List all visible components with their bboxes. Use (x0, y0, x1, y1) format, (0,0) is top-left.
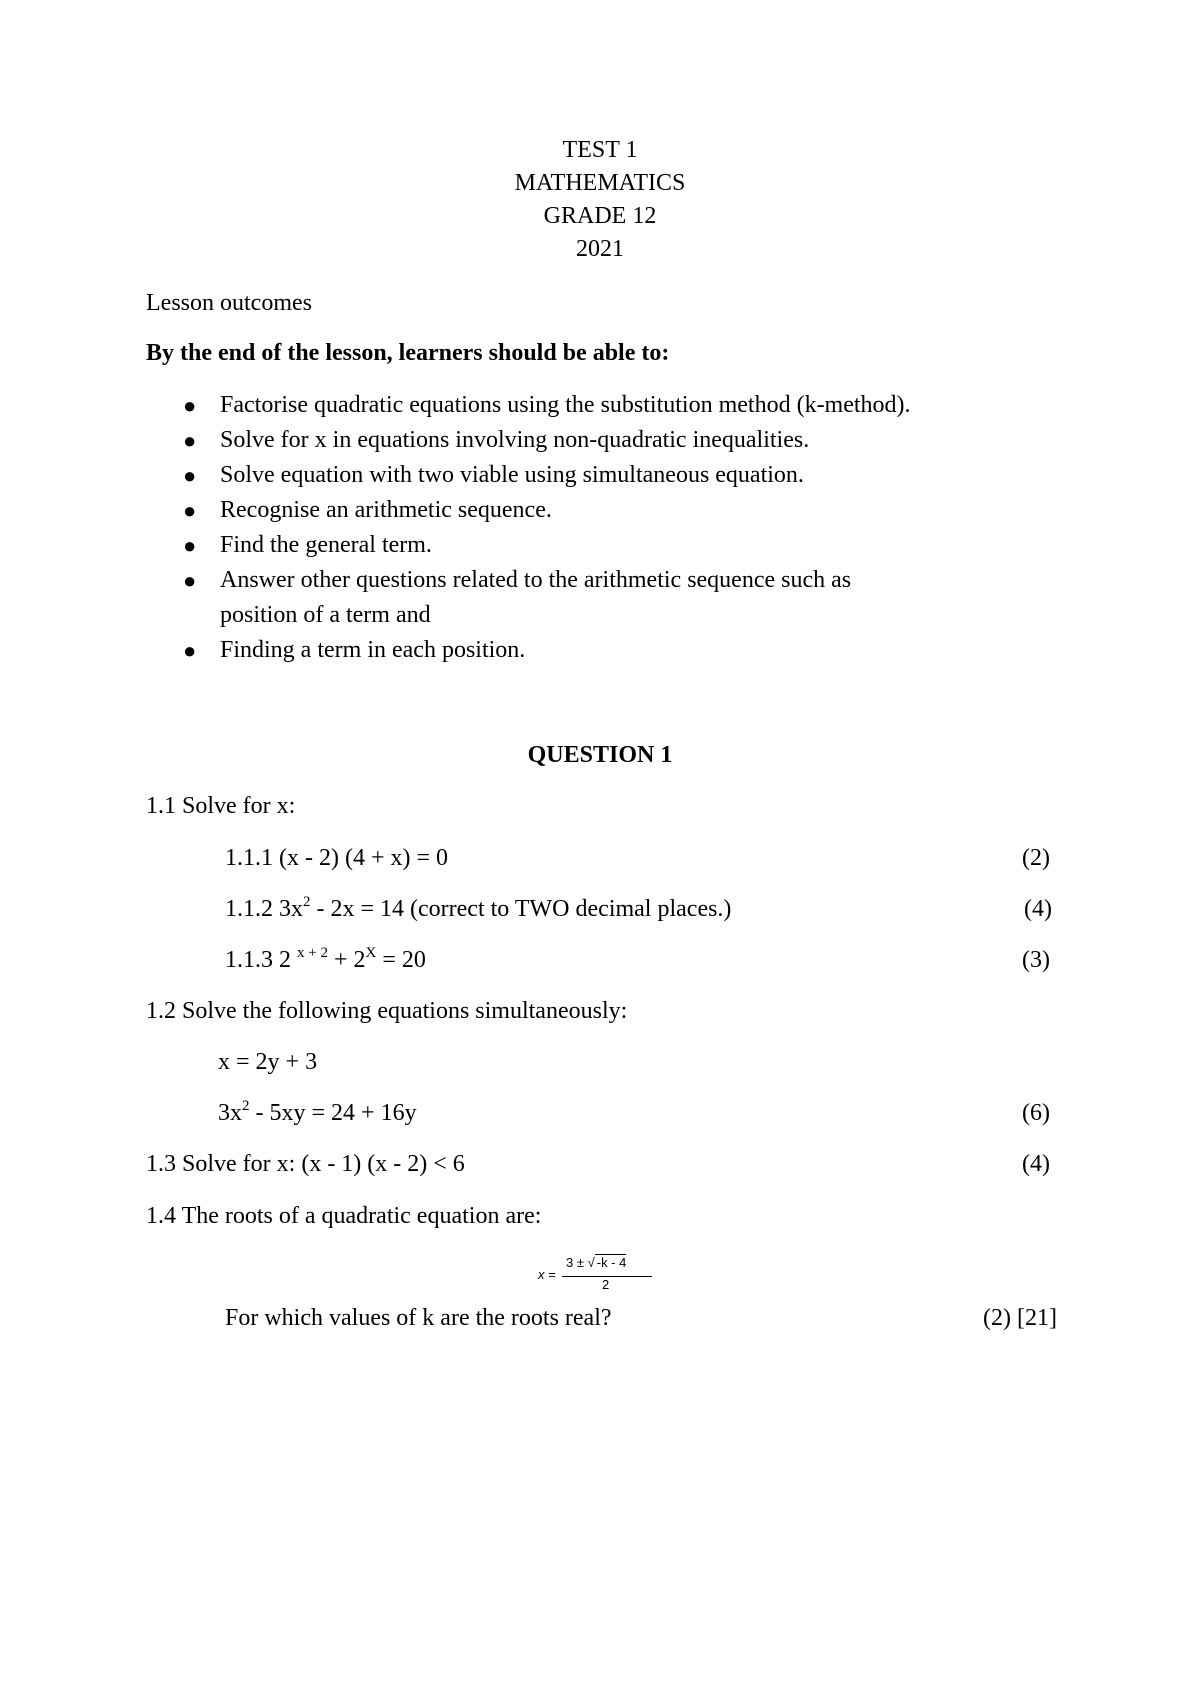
bullet-icon: ● (183, 568, 197, 593)
year-title: 2021 (576, 236, 624, 262)
list-item-continuation: position of a term and (220, 602, 431, 628)
q1-1-3-text: 1.1.3 2 $^{x + 2} + 2^X = 20$ (225, 945, 426, 973)
bullet-icon: ● (183, 533, 197, 558)
q1-4-label: 1.4 The roots of a quadratic equation are: (146, 1203, 542, 1229)
list-item: Find the general term. (220, 532, 432, 558)
outcomes-heading: Lesson outcomes (146, 290, 312, 316)
list-item: Solve for x in equations involving non-quadratic inequalities. (220, 427, 810, 453)
q1-1-2-marks: (4) (1024, 896, 1052, 922)
outcomes-intro: By the end of the lesson, learners should be able to: (146, 340, 670, 366)
q1-2-eq1: x = 2y + 3 (218, 1049, 318, 1075)
formula-denominator: 2 (602, 1277, 610, 1292)
bullet-icon: ● (183, 638, 197, 663)
test-title: TEST 1 (562, 137, 638, 163)
subject-title: MATHEMATICS (514, 170, 686, 196)
list-item: Answer other questions related to the arithmetic sequence such as (220, 567, 852, 593)
list-item: Solve equation with two viable using simultaneous equation. (220, 462, 804, 488)
q1-4-question: For which values of k are the roots real? (225, 1305, 612, 1331)
q1-1-1-marks: (2) (1022, 845, 1050, 871)
grade-title: GRADE 12 (543, 203, 657, 229)
q1-1-1-text: 1.1.1 (x - 2) (4 + x) = 0 (225, 845, 449, 871)
list-item: Recognise an arithmetic sequence. (220, 497, 552, 523)
bullet-icon: ● (183, 463, 197, 488)
formula-numerator: 3 ± √ -k - 4 (566, 1255, 627, 1270)
q1-1-label: 1.1 Solve for x: (146, 793, 296, 819)
q1-2-marks: (6) (1022, 1100, 1050, 1126)
question-title: QUESTION 1 (527, 742, 673, 768)
bullet-icon: ● (183, 498, 197, 523)
bullet-icon: ● (183, 393, 197, 418)
q1-1-3-marks: (3) (1022, 947, 1050, 973)
q1-2-label: 1.2 Solve the following equations simultaneously: (146, 998, 628, 1024)
list-item: Finding a term in each position. (220, 637, 526, 663)
list-item: Factorise quadratic equations using the substitution method (k-method). (220, 392, 911, 418)
q1-4-marks: (2) [21] (983, 1305, 1057, 1331)
q1-1-2-text: 1.1.2 $3x^2 - 2x = 14$ (correct to TWO decimal places.) (225, 894, 732, 922)
formula-lhs: x = (538, 1267, 556, 1282)
q1-3-text: 1.3 Solve for x: (x - 1) (x - 2) < 6 (146, 1151, 465, 1177)
q1-2-eq2: $3x^2 - 5xy = 24 + 16y$ (218, 1098, 417, 1126)
q1-3-marks: (4) (1022, 1151, 1050, 1177)
roots-formula (538, 1255, 668, 1295)
bullet-icon: ● (183, 428, 197, 453)
